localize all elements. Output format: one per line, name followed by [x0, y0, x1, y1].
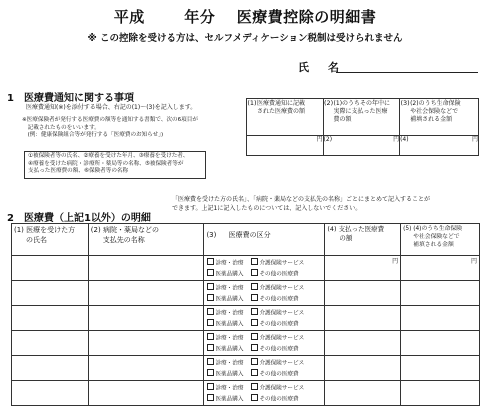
checkbox-care-service[interactable] [251, 358, 258, 365]
checkbox-row: 医薬品購入 その他の医療費 [207, 269, 321, 280]
checkbox-row: 医薬品購入 その他の医療費 [207, 344, 321, 355]
checkbox-other[interactable] [251, 269, 258, 276]
checkbox-other[interactable] [251, 294, 258, 301]
reimbursed-amount-cell[interactable] [401, 256, 480, 281]
paid-amount-cell[interactable] [325, 281, 401, 306]
checkbox-medicine[interactable] [207, 369, 214, 376]
checkbox-row: 医薬品購入 その他の医療費 [207, 294, 321, 305]
patient-name-cell[interactable] [12, 281, 89, 306]
paid-amount-cell[interactable] [325, 381, 401, 406]
checkbox-care-service[interactable] [251, 258, 258, 265]
yen-mark: 円 [470, 258, 477, 265]
name-label: 氏 名 [298, 61, 343, 74]
checkbox-row: 診療・治療 介護保険サービス [207, 283, 321, 294]
table-row [12, 256, 480, 281]
s1-amount2-cell[interactable]: (2) 円 [323, 135, 400, 155]
section1-instruction: 医療費通知(※)を添付する場合、右記の(1)～(3)を記入します。 [26, 104, 197, 111]
checkbox-medicine[interactable] [207, 319, 214, 326]
s2-header-reimbursed: (5) (4)のうち生命保険 や社会保険などで 補填される金額 [401, 224, 480, 256]
checkbox-medicine[interactable] [207, 344, 214, 351]
checkbox-care-service[interactable] [251, 333, 258, 340]
checkbox-other[interactable] [251, 369, 258, 376]
checkbox-medicine[interactable] [207, 269, 214, 276]
checkbox-other[interactable] [251, 319, 258, 326]
category-cell[interactable] [204, 356, 325, 381]
reimbursed-amount-cell[interactable] [401, 281, 480, 306]
paid-amount-cell[interactable] [325, 256, 401, 281]
category-cell[interactable] [204, 306, 325, 331]
patient-name-cell[interactable] [12, 331, 89, 356]
reimbursed-amount-cell[interactable] [401, 331, 480, 356]
payee-name-cell[interactable] [88, 356, 204, 381]
category-cell[interactable] [204, 331, 325, 356]
checkbox-treatment[interactable] [207, 333, 214, 340]
s1-col3-header: (3) (2)のうち生命保険 や社会保険などで 補填される金額 [400, 99, 479, 136]
section1-note: ※医療保険者が発行する医療費の額等を通知する書類で、次の6項目が 記載されたものをいいます。 (例：健康保険組合等が発行する「医療費のお知らせ」) [22, 117, 198, 138]
checkbox-care-service[interactable] [251, 283, 258, 290]
checkbox-treatment[interactable] [207, 283, 214, 290]
name-input-line[interactable] [336, 72, 478, 73]
year-suffix-label: 年分 [184, 8, 216, 26]
paid-amount-cell[interactable] [325, 356, 401, 381]
s1-col1-header: (1) 医療費通知に記載 された医療費の額 [247, 99, 324, 136]
checkbox-row: 診療・治療 介護保険サービス [207, 358, 321, 369]
document-title: 医療費控除の明細書 [236, 8, 377, 26]
table-row [12, 381, 480, 406]
payee-name-cell[interactable] [88, 306, 204, 331]
payee-name-cell[interactable] [88, 331, 204, 356]
s2-header-paid: (4) 支払った医療費 の額 [325, 224, 401, 256]
category-cell[interactable] [204, 256, 325, 281]
checkbox-treatment[interactable] [207, 383, 214, 390]
patient-name-cell[interactable] [12, 306, 89, 331]
checkbox-row: 医薬品購入 その他の医療費 [207, 394, 321, 405]
table-row [12, 281, 480, 306]
section2-heading: 2 医療費（上記1以外）の明細 [7, 213, 151, 224]
checkbox-care-service[interactable] [251, 383, 258, 390]
table-row [12, 356, 480, 381]
reimbursed-amount-cell[interactable] [401, 356, 480, 381]
s1-amount1-cell[interactable]: 円 [247, 135, 324, 155]
yen-mark: 円 [392, 258, 399, 265]
section2-note: 「医療費を受けた方の氏名」、「病院・薬局などの支払先の名称」ごとにまとめて記入することが できます。上記1に記入したものについては、記入しないでください。 [172, 196, 431, 212]
checkbox-row: 医薬品購入 その他の医療費 [207, 369, 321, 380]
checkbox-treatment[interactable] [207, 308, 214, 315]
page-title [0, 6, 490, 27]
reimbursed-amount-cell[interactable] [401, 306, 480, 331]
category-cell[interactable] [204, 281, 325, 306]
checkbox-row: 診療・治療 介護保険サービス [207, 333, 321, 344]
table-row [12, 306, 480, 331]
checkbox-medicine[interactable] [207, 294, 214, 301]
era-label: 平成 [113, 8, 145, 26]
patient-name-cell[interactable] [12, 381, 89, 406]
checkbox-care-service[interactable] [251, 308, 258, 315]
checkbox-row: 医薬品購入 その他の医療費 [207, 319, 321, 330]
paid-amount-cell[interactable] [325, 306, 401, 331]
s2-header-payee: (2) 病院・薬局などの 支払先の名称 [88, 224, 204, 256]
self-medication-notice: ※ この控除を受ける方は、セルフメディケーション税制は受けられません [87, 33, 403, 44]
checkbox-medicine[interactable] [207, 394, 214, 401]
table-row [12, 331, 480, 356]
checkbox-row: 診療・治療 介護保険サービス [207, 383, 321, 394]
s1-col2-header: (2) (1)のうちその年中に 実際に支払った医療 費の額 [323, 99, 400, 136]
checkbox-row: 診療・治療 介護保険サービス [207, 258, 321, 269]
patient-name-cell[interactable] [12, 256, 89, 281]
six-items-box: ①被保険者等の氏名、②療養を受けた年月、③療養を受けた者、 ④療養を受けた病院・診療所・薬局等の名称、⑤被保険者等が 支払った医療費の額、⑥保険者等の名称 [24, 151, 206, 179]
section2-header-row [12, 224, 480, 256]
payee-name-cell[interactable] [88, 281, 204, 306]
section2-table [11, 223, 480, 406]
section1-table [246, 98, 479, 156]
s1-amount3-cell[interactable]: (4) 円 [400, 135, 479, 155]
reimbursed-amount-cell[interactable] [401, 381, 480, 406]
section1-heading: 1 医療費通知に関する事項 [7, 93, 134, 104]
patient-name-cell[interactable] [12, 356, 89, 381]
checkbox-other[interactable] [251, 394, 258, 401]
category-cell[interactable] [204, 381, 325, 406]
payee-name-cell[interactable] [88, 381, 204, 406]
s2-header-category: (3) 医療費の区分 [204, 224, 325, 256]
checkbox-row: 診療・治療 介護保険サービス [207, 308, 321, 319]
checkbox-treatment[interactable] [207, 358, 214, 365]
payee-name-cell[interactable] [88, 256, 204, 281]
checkbox-treatment[interactable] [207, 258, 214, 265]
paid-amount-cell[interactable] [325, 331, 401, 356]
checkbox-other[interactable] [251, 344, 258, 351]
s2-header-patient: (1) 医療を受けた方 の氏名 [12, 224, 89, 256]
